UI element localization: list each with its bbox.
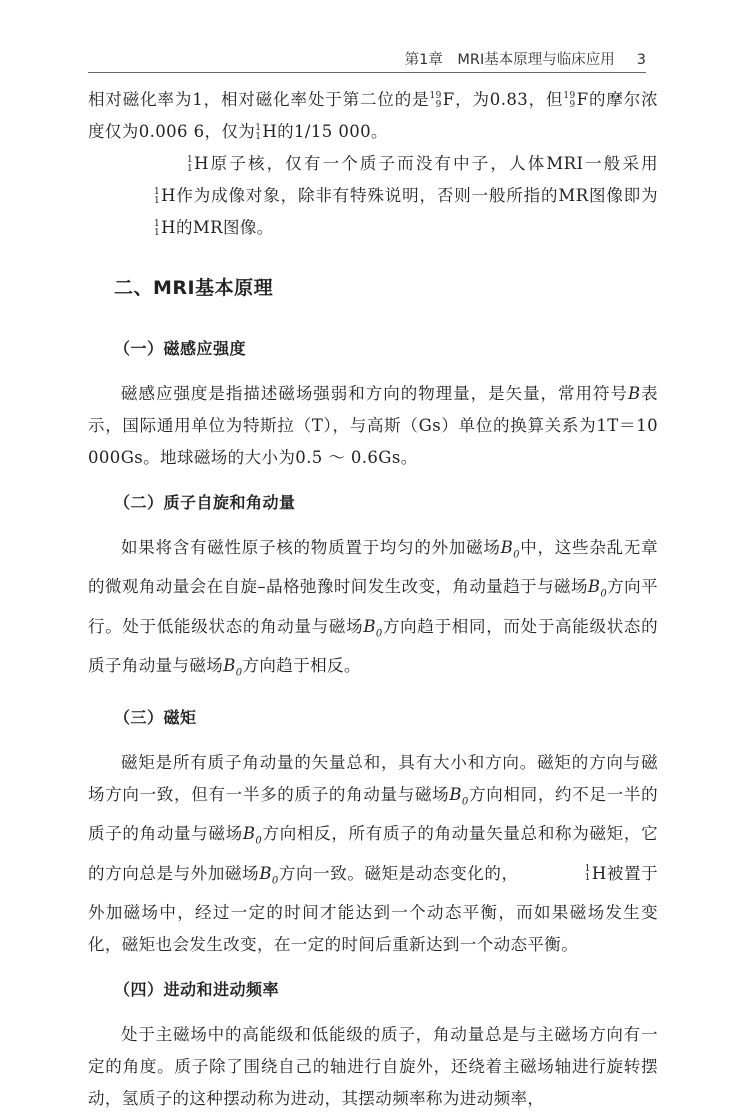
text-run: 表示，国际通用单位为特斯拉（T），与高斯（Gs）单位的换算关系为1T＝10 000Gs。地球磁场的大小为0.5 ～ 0.6Gs。	[88, 384, 658, 467]
text-run: 的1/15 000。	[277, 122, 388, 141]
text-run: 磁感应强度是指描述磁场强弱和方向的物理量，是矢量，常用符号	[121, 384, 628, 403]
nuclide-f19: 19 9 F	[429, 90, 455, 110]
symbol-b0: $B_0$	[259, 863, 279, 887]
paragraph-hydrogen	[88, 148, 658, 244]
page-content	[88, 84, 658, 1115]
paragraph-magnetic-moment: 磁矩是所有质子角动量的矢量总和，具有大小和方向。磁矩的方向与磁场方向一致，但有一半多的质子的角动量与磁场$B_0$方向相同，约不足一半的质子的角动量与磁场$B_0$方向相反，所有质子的角动量矢量总和称为磁矩，它的方向总是与外加磁场$B_0$方向一致。磁矩是动态变化的， 1 1 H被置于外加磁场中，经过一定的时间才能达到一个动态平衡，而如果磁场发生变化，磁矩也会发生改变，在一定的时间后重新达到一个动态平衡。	[88, 753, 659, 955]
nuclide-h1: 1 1 H	[584, 863, 607, 884]
symbol-b0: $B_0$	[223, 655, 243, 679]
symbol-b0: $B_0$	[500, 538, 520, 561]
subsection-heading-4: （四）进动和进动频率	[114, 980, 280, 1000]
paragraph-spin: 如果将含有磁性原子核的物质置于均匀的外加磁场$B_0$中，这些杂乱无章的微观角动量会在自旋–晶格弛豫时间发生改变，角动量趋于与磁场$B_0$方向平行。处于低能级状态的角动量与磁场$B_0$方向趋于相同，而处于高能级状态的质子角动量与磁场$B_0$方向趋于相反。	[88, 538, 659, 679]
chapter-title: 第1章 MRI基本原理与临床应用	[404, 52, 615, 68]
nuclide-h1: 1 1 H	[187, 154, 209, 174]
symbol-b0: $B_0$	[587, 577, 608, 600]
page-number: 3	[636, 52, 646, 68]
symbol-b: B	[627, 384, 641, 403]
section-heading: 二、MRI基本原理	[114, 277, 274, 299]
subsection-heading-1: （一）磁感应强度	[114, 339, 247, 358]
symbol-b0: $B_0$	[242, 824, 263, 847]
nuclide-h1: 1 1 H	[255, 122, 278, 142]
paragraph-precession: 处于主磁场中的高能级和低能级的质子，角动量总是与主磁场方向有一定的角度。质子除了围绕自己的轴进行自旋外，还绕着主磁场轴进行旋转摆动，氢质子的这种摆动称为进动，其摆动频率称为进动频率，	[88, 1025, 658, 1109]
text-run: ，为0.83，但	[454, 90, 564, 109]
text-run: 的摩尔浓度仅为0.006 6，仅为	[88, 90, 658, 141]
paragraph-magnetic-induction	[88, 378, 658, 474]
text-run: 原子核，仅有一个质子而没有中子，人体MRI一般采用	[208, 154, 658, 173]
nuclide-f19: 19 9 F	[563, 90, 589, 110]
subsection-heading-3: （三）磁矩	[114, 708, 197, 728]
paragraph-susceptibility	[88, 84, 658, 148]
running-header	[88, 48, 646, 73]
nuclide-h1: 1 1 H	[154, 218, 176, 238]
text-run: 的MR图像。	[175, 218, 274, 237]
nuclide-h1: 1 1 H	[154, 186, 176, 206]
symbol-b0: $B_0$	[449, 785, 469, 808]
text-run: 作为成像对象，除非有特殊说明，否则一般所指的MR图像即为	[175, 186, 658, 205]
text-run: 相对磁化率为1，相对磁化率处于第二位的是	[88, 90, 430, 109]
symbol-b0: $B_0$	[363, 616, 383, 639]
subsection-heading-2: （二）质子自旋和角动量	[114, 493, 296, 512]
